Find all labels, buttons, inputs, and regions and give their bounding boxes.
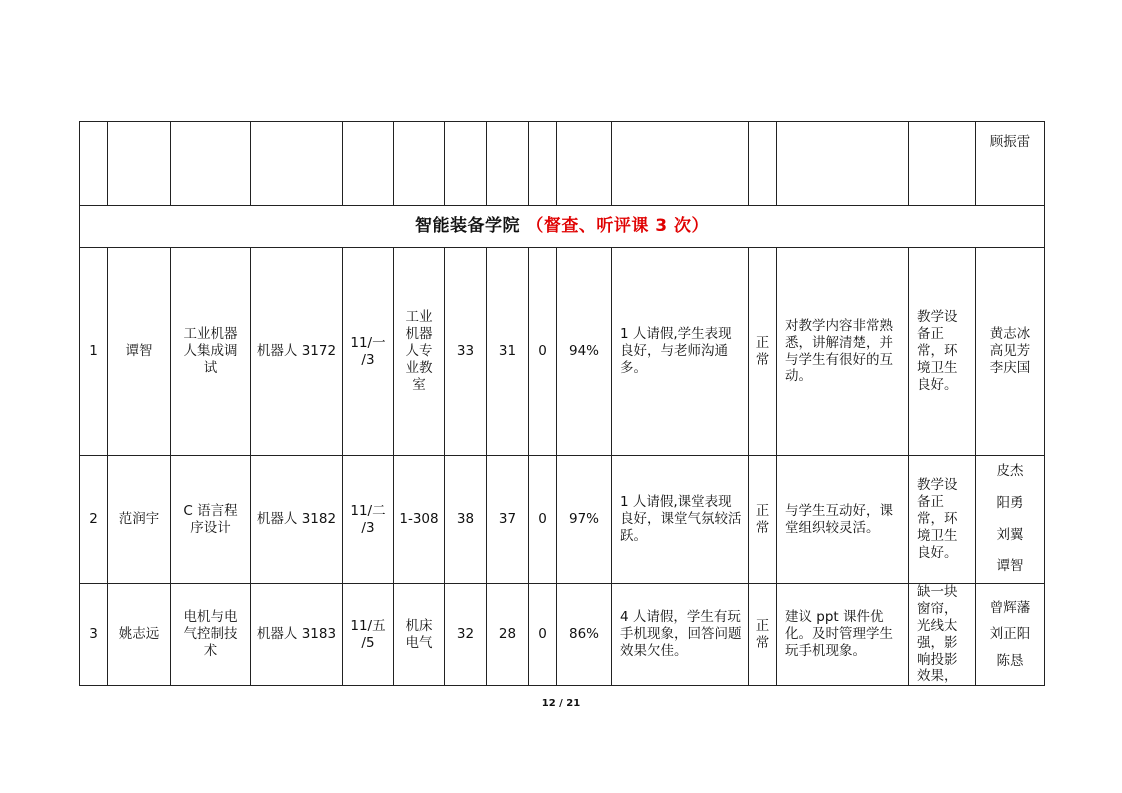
table-row xyxy=(80,122,1045,206)
late-count: 0 xyxy=(529,584,557,686)
week-day: 11/二 /3 xyxy=(343,456,394,584)
late-count: 0 xyxy=(529,248,557,456)
teacher-name: 谭智 xyxy=(108,248,171,456)
teacher-name: 范润宇 xyxy=(108,456,171,584)
enrolled-count: 32 xyxy=(445,584,487,686)
inspectors-cell: 黄志冰 高见芳 李庆国 xyxy=(976,248,1045,456)
present-count: 28 xyxy=(487,584,529,686)
environment-comment: 教学设备正常，环境卫生良好。 xyxy=(909,248,976,456)
page-number: 12 / 21 xyxy=(541,698,581,709)
teaching-comment: 建议 ppt 课件优化。及时管理学生玩手机现象。 xyxy=(777,584,909,686)
present-count: 31 xyxy=(487,248,529,456)
week-day: 11/五 /5 xyxy=(343,584,394,686)
attendance-rate: 94% xyxy=(557,248,612,456)
present-count: 37 xyxy=(487,456,529,584)
student-status: 1 人请假,课堂表现良好，课堂气氛较活跃。 xyxy=(612,456,749,584)
row-number: 1 xyxy=(80,248,108,456)
table-row xyxy=(80,248,1045,456)
classroom: 工业 机器 人专 业教 室 xyxy=(394,248,445,456)
order-status: 正 常 xyxy=(749,248,777,456)
inspectors-cell: 顾振雷 xyxy=(976,122,1045,206)
student-status: 1 人请假,学生表现良好，与老师沟通多。 xyxy=(612,248,749,456)
teaching-comment: 对教学内容非常熟悉，讲解清楚，并与学生有很好的互动。 xyxy=(777,248,909,456)
student-status: 4 人请假，学生有玩手机现象，回答问题效果欠佳。 xyxy=(612,584,749,686)
section-name: 智能装备学院 xyxy=(414,215,520,236)
teaching-comment: 与学生互动好，课堂组织较灵活。 xyxy=(777,456,909,584)
table-row xyxy=(80,456,1045,584)
order-status: 正 常 xyxy=(749,584,777,686)
class-name: 机器人 3172 xyxy=(251,248,343,456)
table-row xyxy=(80,584,1045,686)
week-day: 11/一 /3 xyxy=(343,248,394,456)
enrolled-count: 33 xyxy=(445,248,487,456)
environment-comment: 教学设备正常，环境卫生良好。 xyxy=(909,456,976,584)
class-name: 机器人 3183 xyxy=(251,584,343,686)
row-number: 3 xyxy=(80,584,108,686)
inspectors-cell: 曾辉藩 刘正阳 陈恳 xyxy=(976,584,1045,686)
course-name: C 语言程 序设计 xyxy=(171,456,251,584)
attendance-rate: 97% xyxy=(557,456,612,584)
section-heading-row xyxy=(80,206,1045,248)
attendance-rate: 86% xyxy=(557,584,612,686)
enrolled-count: 38 xyxy=(445,456,487,584)
course-name: 工业机器 人集成调 试 xyxy=(171,248,251,456)
class-name: 机器人 3182 xyxy=(251,456,343,584)
section-title xyxy=(80,206,1045,248)
course-name: 电机与电气控制技术 xyxy=(171,584,251,686)
order-status: 正 常 xyxy=(749,456,777,584)
inspection-table xyxy=(79,121,1045,686)
environment-comment: 缺一块窗帘，光线太强，影响投影效果， xyxy=(909,584,976,686)
teacher-name: 姚志远 xyxy=(108,584,171,686)
classroom: 1-308 xyxy=(394,456,445,584)
late-count: 0 xyxy=(529,456,557,584)
section-note: （督查、听评课 3 次） xyxy=(526,215,710,236)
row-number: 2 xyxy=(80,456,108,584)
classroom: 机床 电气 xyxy=(394,584,445,686)
inspectors-cell: 皮杰 阳勇 刘翼 谭智 xyxy=(976,456,1045,584)
